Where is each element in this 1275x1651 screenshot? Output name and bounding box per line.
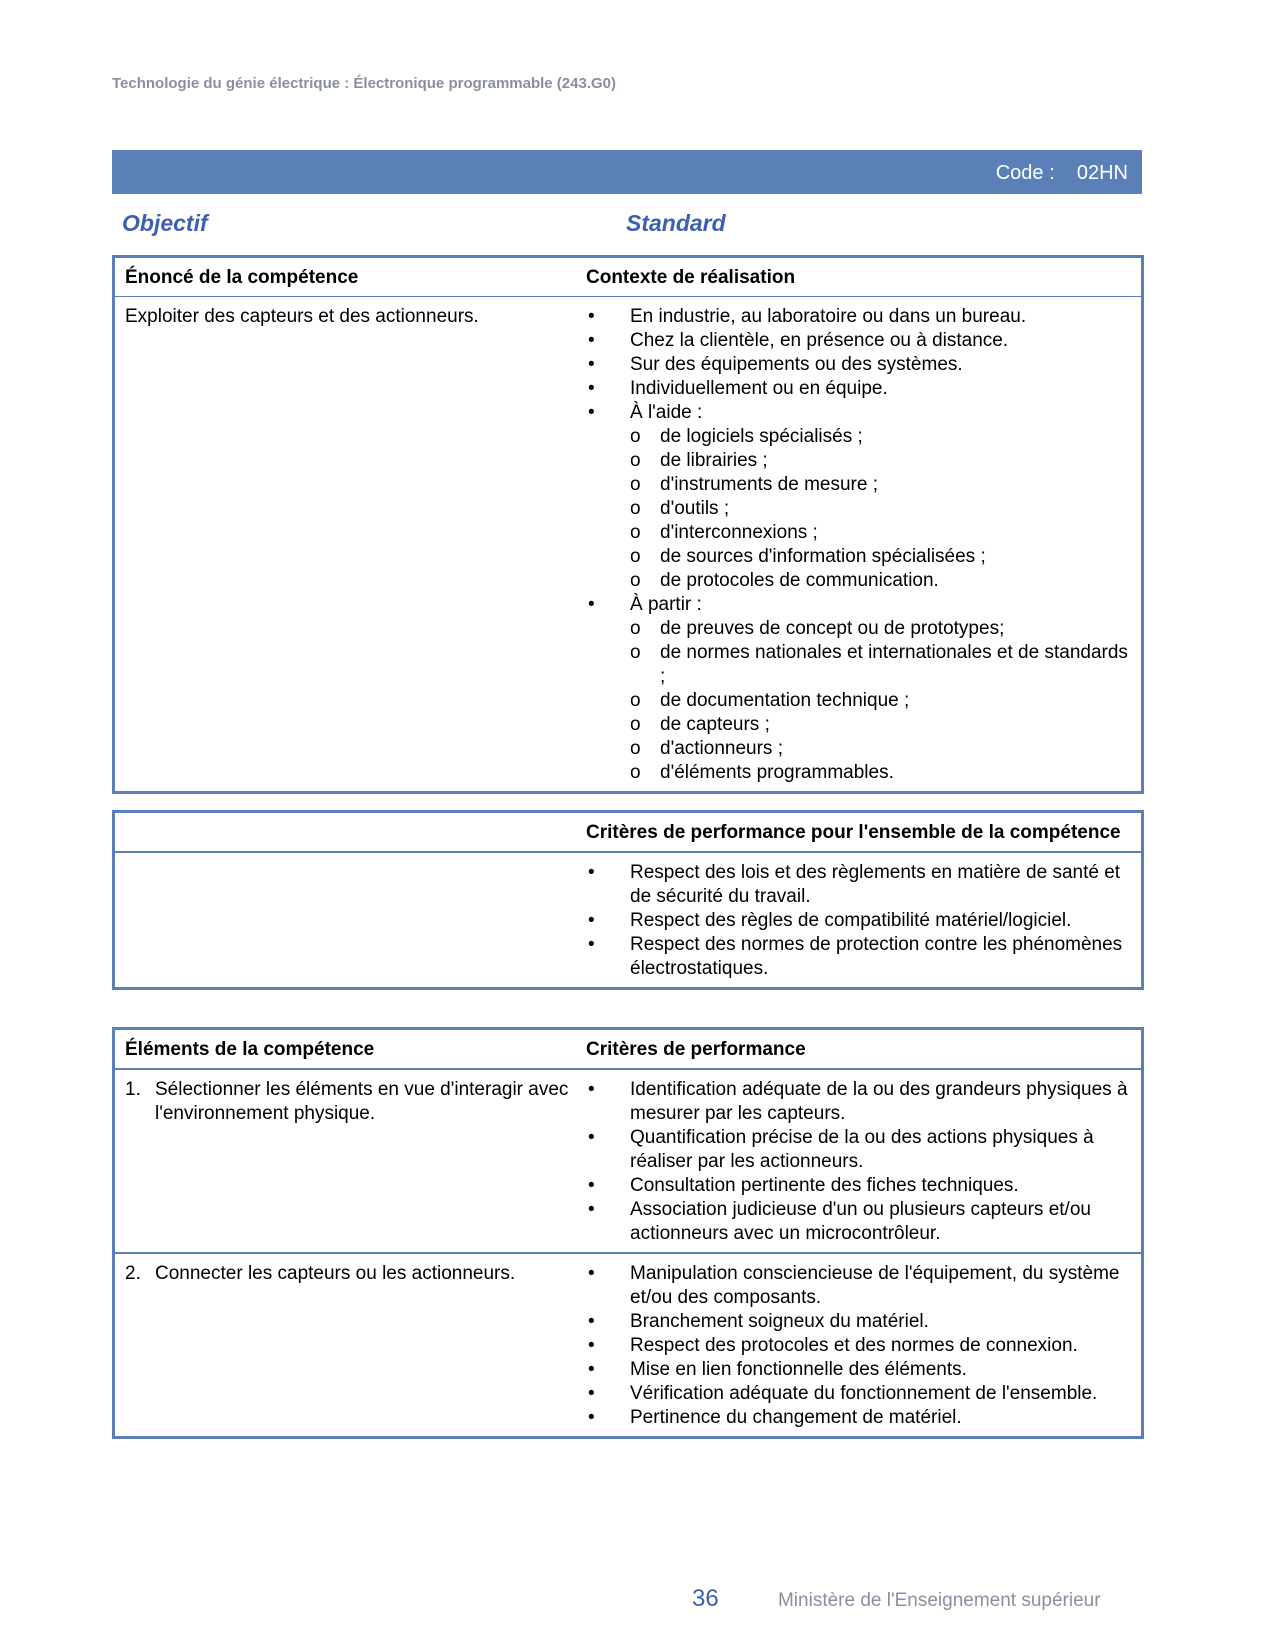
contexte-list-cell xyxy=(586,297,1141,791)
element-number: 2. xyxy=(125,1263,141,1284)
sub-list-item xyxy=(586,713,1131,737)
bullet-icon: • xyxy=(588,862,595,883)
sub-bullet-icon: o xyxy=(630,426,641,447)
list-item-text: Quantification précise de la ou des actions physiques à réaliser par les actionneurs. xyxy=(630,1127,1094,1172)
bullet-icon: • xyxy=(588,1127,595,1148)
list-item xyxy=(586,1358,1131,1382)
competency-code: Code : 02HN xyxy=(995,162,1128,184)
criteria-header: Critères de performance xyxy=(586,1039,806,1060)
sub-bullet-icon: o xyxy=(630,498,641,519)
bullet-icon: • xyxy=(588,1175,595,1196)
criteria-list xyxy=(586,1078,1131,1246)
sub-list-item-text: de protocoles de communication. xyxy=(660,570,939,591)
competency-table xyxy=(112,255,1144,794)
table-header-row xyxy=(115,813,1141,851)
list-item xyxy=(586,401,1131,593)
list-item xyxy=(586,1174,1131,1198)
bullet-icon: • xyxy=(588,330,595,351)
list-item xyxy=(586,1406,1131,1430)
sub-bullet-icon: o xyxy=(630,570,641,591)
list-item-text: Individuellement ou en équipe. xyxy=(630,378,888,399)
list-item xyxy=(586,329,1131,353)
sub-list-item-text: de sources d'information spécialisées ; xyxy=(660,546,986,567)
page-number: 36 xyxy=(692,1585,719,1612)
enonce-header: Énoncé de la compétence xyxy=(125,267,359,288)
list-item-text: Respect des normes de protection contre les phénomènes électrostatiques. xyxy=(630,934,1123,979)
list-item-text: Manipulation consciencieuse de l'équipement, du système et/ou des composants. xyxy=(630,1263,1120,1308)
bullet-icon: • xyxy=(588,1079,595,1100)
sub-list-item-text: de documentation technique ; xyxy=(660,690,910,711)
ministry-name: Ministère de l'Enseignement supérieur xyxy=(777,1590,1101,1611)
list-item xyxy=(586,377,1131,401)
list-item-text: Respect des protocoles et des normes de connexion. xyxy=(630,1335,1078,1356)
elements-table xyxy=(112,1027,1144,1439)
bullet-icon: • xyxy=(588,306,595,327)
overall-criteria-table xyxy=(112,810,1144,990)
list-item-text: Sur des équipements ou des systèmes. xyxy=(630,354,963,375)
sub-list-item-text: de librairies ; xyxy=(660,450,768,471)
table-row xyxy=(115,851,1141,987)
code-bar xyxy=(112,150,1142,194)
list-item xyxy=(586,1198,1131,1246)
sub-list-item-text: de preuves de concept ou de prototypes; xyxy=(660,618,1005,639)
sub-list-item-text: de capteurs ; xyxy=(660,714,770,735)
bullet-icon: • xyxy=(588,1383,595,1404)
bullet-icon: • xyxy=(588,1407,595,1428)
list-item xyxy=(586,1262,1131,1310)
sub-bullet-icon: o xyxy=(630,738,641,759)
list-item xyxy=(586,909,1131,933)
list-item xyxy=(586,1334,1131,1358)
elements-header: Éléments de la compétence xyxy=(125,1039,375,1060)
element-number: 1. xyxy=(125,1079,141,1100)
list-item xyxy=(586,593,1131,785)
sub-bullet-icon: o xyxy=(630,762,641,783)
element-item xyxy=(125,1262,586,1286)
sub-list-item-text: de normes nationales et internationales et de standards ; xyxy=(660,642,1128,687)
sub-list-item xyxy=(586,473,1131,497)
table-row xyxy=(115,296,1141,791)
bullet-icon: • xyxy=(588,1199,595,1220)
list-item-text: Association judicieuse d'un ou plusieurs capteurs et/ou actionneurs avec un microcontrôleur. xyxy=(630,1199,1091,1244)
table-header-row xyxy=(115,258,1141,296)
list-item xyxy=(586,353,1131,377)
enonce-text: Exploiter des capteurs et des actionneurs. xyxy=(125,306,479,327)
list-item-text: Respect des règles de compatibilité matériel/logiciel. xyxy=(630,910,1072,931)
sub-bullet-icon: o xyxy=(630,450,641,471)
element-text: Sélectionner les éléments en vue d'interagir avec l'environnement physique. xyxy=(155,1079,569,1124)
list-item-text: À l'aide : xyxy=(630,402,703,423)
table-row xyxy=(115,1252,1141,1436)
sub-list-item xyxy=(586,761,1131,785)
list-item xyxy=(586,1078,1131,1126)
sub-list-item xyxy=(586,569,1131,593)
bullet-icon: • xyxy=(588,354,595,375)
table-row xyxy=(115,1068,1141,1252)
sub-bullet-icon: o xyxy=(630,690,641,711)
list-item-text: Consultation pertinente des fiches techniques. xyxy=(630,1175,1019,1196)
sub-list-item xyxy=(586,737,1131,761)
sub-list-item-text: de logiciels spécialisés ; xyxy=(660,426,863,447)
list-item-text: Identification adéquate de la ou des grandeurs physiques à mesurer par les capteurs. xyxy=(630,1079,1128,1124)
bullet-icon: • xyxy=(588,1359,595,1380)
sub-list xyxy=(586,425,1131,593)
sub-list-item xyxy=(586,617,1131,641)
list-item xyxy=(586,1382,1131,1406)
list-item-text: En industrie, au laboratoire ou dans un bureau. xyxy=(630,306,1027,327)
sub-list-item-text: d'instruments de mesure ; xyxy=(660,474,878,495)
sub-list-item xyxy=(586,545,1131,569)
list-item-text: Pertinence du changement de matériel. xyxy=(630,1407,962,1428)
sub-list-item xyxy=(586,425,1131,449)
bullet-icon: • xyxy=(588,594,595,615)
sub-list-item-text: d'outils ; xyxy=(660,498,730,519)
sub-bullet-icon: o xyxy=(630,642,641,663)
sub-list-item xyxy=(586,689,1131,713)
list-item-text: Branchement soigneux du matériel. xyxy=(630,1311,929,1332)
sub-list-item-text: d'actionneurs ; xyxy=(660,738,783,759)
list-item-text: À partir : xyxy=(630,594,702,615)
footer xyxy=(692,1585,1101,1613)
sub-list-item-text: d'interconnexions ; xyxy=(660,522,818,543)
standard-heading: Standard xyxy=(626,210,726,236)
sub-bullet-icon: o xyxy=(630,618,641,639)
sub-list-item xyxy=(586,449,1131,473)
bullet-icon: • xyxy=(588,1335,595,1356)
sub-bullet-icon: o xyxy=(630,522,641,543)
bullet-icon: • xyxy=(588,1263,595,1284)
program-header: Technologie du génie électrique : Électronique programmable (243.G0) xyxy=(112,75,616,92)
table-header-row xyxy=(115,1030,1141,1068)
contexte-header: Contexte de réalisation xyxy=(586,267,796,288)
sub-bullet-icon: o xyxy=(630,546,641,567)
elements-body xyxy=(115,1068,1141,1436)
list-item xyxy=(586,861,1131,909)
contexte-list xyxy=(586,305,1131,785)
list-item xyxy=(586,1126,1131,1174)
bullet-icon: • xyxy=(588,1311,595,1332)
bullet-icon: • xyxy=(588,910,595,931)
overall-criteria-header: Critères de performance pour l'ensemble de la compétence xyxy=(586,822,1121,843)
bullet-icon: • xyxy=(588,934,595,955)
sub-list-item-text: d'éléments programmables. xyxy=(660,762,894,783)
sub-list-item xyxy=(586,497,1131,521)
sub-list xyxy=(586,617,1131,785)
bullet-icon: • xyxy=(588,402,595,423)
list-item xyxy=(586,933,1131,981)
list-item-text: Vérification adéquate du fonctionnement de l'ensemble. xyxy=(630,1383,1098,1404)
list-item-text: Chez la clientèle, en présence ou à distance. xyxy=(630,330,1009,351)
list-item-text: Respect des lois et des règlements en matière de santé et de sécurité du travail. xyxy=(630,862,1121,907)
objectif-heading: Objectif xyxy=(122,210,208,236)
sub-list-item xyxy=(586,641,1131,689)
element-item xyxy=(125,1078,586,1126)
sub-bullet-icon: o xyxy=(630,474,641,495)
list-item xyxy=(586,305,1131,329)
criteria-list xyxy=(586,1262,1131,1430)
list-item xyxy=(586,1310,1131,1334)
sub-bullet-icon: o xyxy=(630,714,641,735)
overall-criteria-list xyxy=(586,861,1131,981)
bullet-icon: • xyxy=(588,378,595,399)
element-text: Connecter les capteurs ou les actionneurs. xyxy=(155,1263,516,1284)
sub-list-item xyxy=(586,521,1131,545)
list-item-text: Mise en lien fonctionnelle des éléments. xyxy=(630,1359,967,1380)
